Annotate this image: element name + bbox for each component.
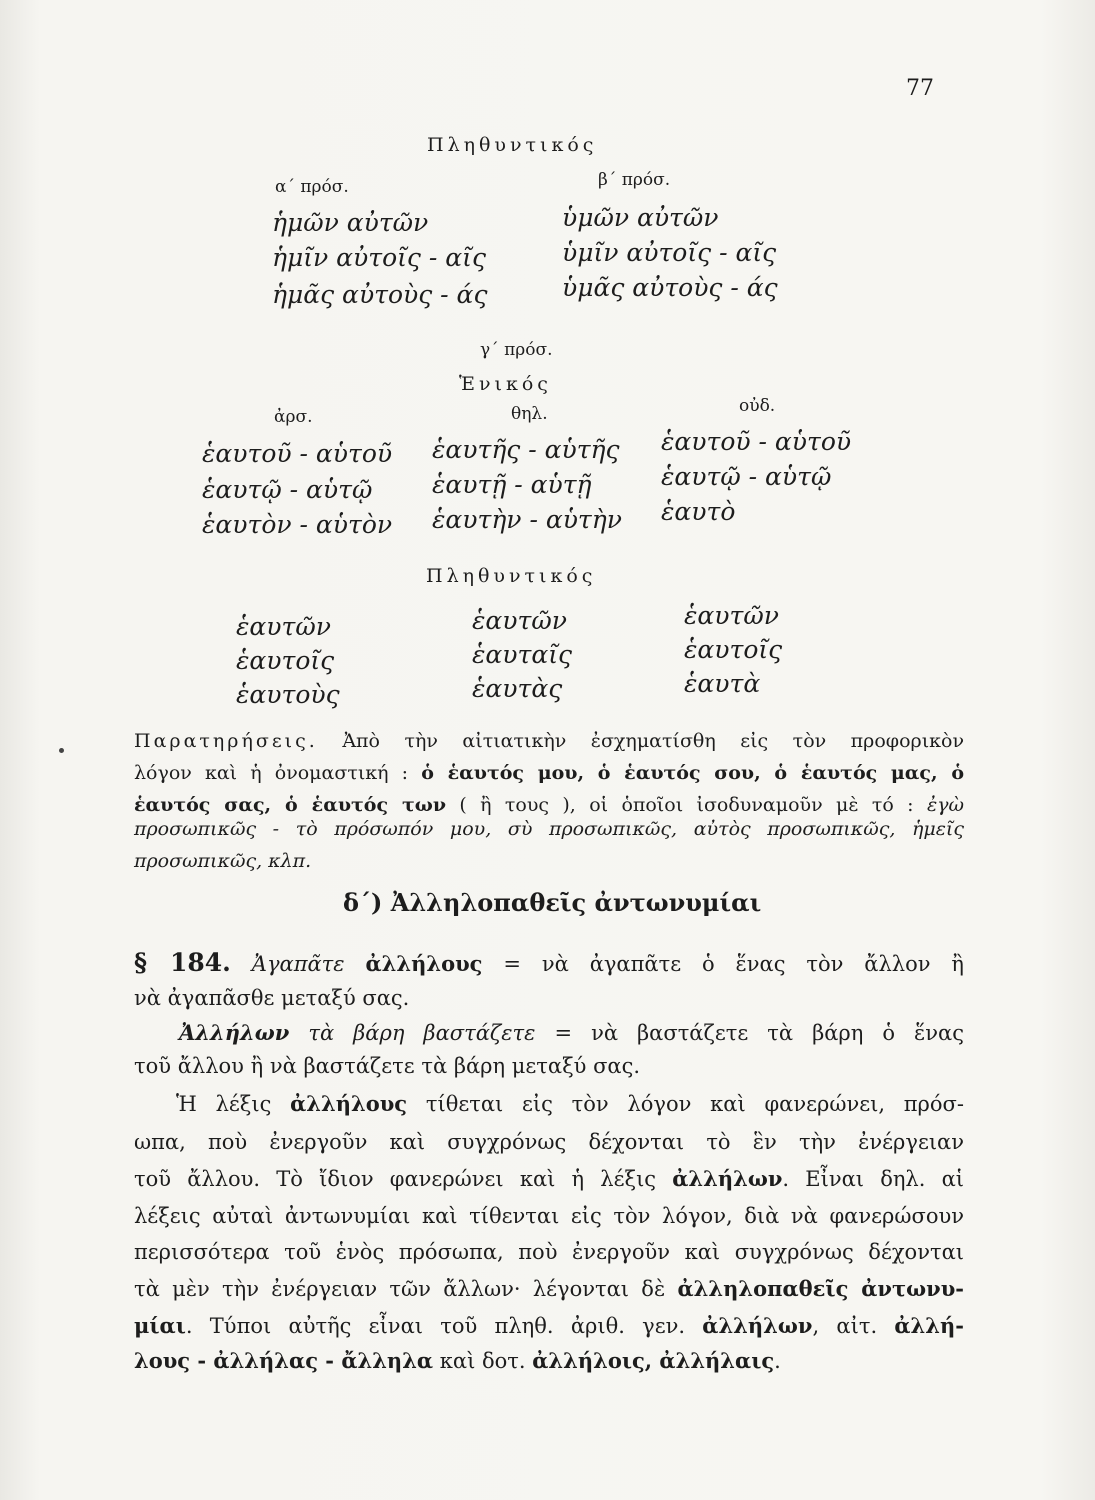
plur-masc-dat: ἑαυτοῖς bbox=[236, 646, 335, 675]
example-1-line-2: νὰ ἀγαπᾶσθε μεταξύ σας. bbox=[134, 986, 410, 1010]
body-line-8-d: . bbox=[774, 1349, 781, 1373]
sing-fem-dat: ἑαυτῇ - αὑτῇ bbox=[432, 470, 592, 499]
remarks-label: Παρατηρήσεις. bbox=[134, 730, 318, 752]
margin-dot bbox=[59, 748, 64, 753]
label-third-person: γ΄ πρόσ. bbox=[480, 340, 553, 360]
example-1-line-1 bbox=[134, 948, 964, 979]
label-masculine: ἀρσ. bbox=[274, 407, 313, 427]
form-2-gen: ὑμῶν αὐτῶν bbox=[562, 203, 719, 232]
body-line-8 bbox=[134, 1346, 964, 1376]
body-line-7 bbox=[134, 1311, 964, 1341]
plur-fem-gen: ἑαυτῶν bbox=[472, 606, 567, 635]
heading-plural-2: Πληθυντικός bbox=[426, 565, 597, 587]
body-line-1-a: Ἡ λέξις bbox=[176, 1092, 272, 1116]
body-line-3 bbox=[134, 1164, 964, 1194]
sing-neut-acc: ἑαυτὸ bbox=[661, 497, 736, 526]
example-1-italic: Ἀγαπᾶτε bbox=[251, 952, 345, 976]
sing-fem-gen: ἑαυτῆς - αὑτῆς bbox=[432, 435, 620, 464]
example-1-bold: ἀλλήλους bbox=[365, 951, 483, 976]
form-1-acc: ἡμᾶς αὐτοὺς - άς bbox=[272, 280, 488, 309]
plur-neut-acc: ἑαυτὰ bbox=[684, 669, 761, 698]
body-line-8-b: καὶ δοτ. bbox=[439, 1349, 526, 1373]
sing-masc-acc: ἑαυτὸν - αὑτὸν bbox=[202, 510, 393, 539]
body-line-8-c: ἀλλήλοις, ἀλλήλαις bbox=[532, 1348, 775, 1373]
sing-masc-dat: ἑαυτῷ - αὑτῷ bbox=[202, 475, 373, 504]
example-1-rest: = νὰ ἀγαπᾶτε ὁ ἕνας τὸν ἄλλον ἢ bbox=[503, 952, 964, 976]
body-line-6-a: τὰ μὲν τὴν ἐνέργειαν τῶν ἄλλων· λέγονται δὲ bbox=[134, 1277, 666, 1301]
sing-masc-gen: ἑαυτοῦ - αὑτοῦ bbox=[202, 439, 393, 468]
plur-fem-acc: ἑαυτὰς bbox=[472, 674, 563, 703]
body-line-6-bold: ἀλληλοπαθεῖς ἀντωνυ- bbox=[677, 1276, 964, 1301]
body-line-3-bold: ἀλλήλων bbox=[672, 1166, 783, 1191]
body-line-1-bold: ἀλλήλους bbox=[290, 1091, 408, 1116]
form-2-dat: ὑμῖν αὐτοῖς - αῖς bbox=[562, 238, 777, 267]
remarks-line-2 bbox=[134, 760, 964, 786]
body-line-7-e: ἀλλή- bbox=[894, 1313, 964, 1338]
heading-singular: Ἑνικός bbox=[459, 373, 552, 395]
label-first-person: α΄ πρόσ. bbox=[275, 177, 349, 197]
remarks-line-3-italic: ἐγὼ bbox=[926, 794, 964, 816]
paragraph-number: § 184. bbox=[134, 948, 231, 977]
example-2-italic: τὰ βάρη βαστάζετε bbox=[308, 1021, 536, 1045]
remarks-line-3 bbox=[134, 792, 964, 818]
plur-neut-dat: ἑαυτοῖς bbox=[684, 635, 783, 664]
body-line-7-a: μίαι bbox=[134, 1313, 186, 1338]
example-2-line-1 bbox=[134, 1018, 964, 1048]
form-1-gen: ἡμῶν αὐτῶν bbox=[272, 208, 429, 237]
remarks-line-2-bold: ὁ ἑαυτός μου, ὁ ἑαυτός σου, ὁ ἑαυτός μας, ὁ bbox=[421, 762, 964, 784]
example-2-bold: Ἀλλήλων bbox=[179, 1020, 290, 1045]
body-line-2: ωπα, ποὺ ἐνεργοῦν καὶ συγχρόνως δέχονται τὸ ἓν τὴν ἐνέργειαν bbox=[134, 1130, 964, 1154]
body-line-8-a: λους - ἀλλήλας - ἄλληλα bbox=[134, 1348, 434, 1373]
form-1-dat: ἡμῖν αὐτοῖς - αῖς bbox=[272, 243, 486, 272]
sing-neut-dat: ἑαυτῷ - αὑτῷ bbox=[661, 462, 832, 491]
sing-neut-gen: ἑαυτοῦ - αὑτοῦ bbox=[661, 427, 852, 456]
section-title: δ΄) Ἀλληλοπαθεῖς ἀντωνυμίαι bbox=[343, 888, 762, 917]
label-neuter: οὐδ. bbox=[739, 396, 776, 416]
plur-neut-gen: ἑαυτῶν bbox=[684, 601, 779, 630]
body-line-7-b: . Τύποι αὐτῆς εἶναι τοῦ πληθ. ἀριθ. γεν. bbox=[185, 1314, 686, 1338]
page-number: 77 bbox=[906, 76, 934, 101]
plur-fem-dat: ἑαυταῖς bbox=[472, 640, 573, 669]
remarks-line-3-text: ( ἢ τους ), οἱ ὁποῖοι ἰσοδυναμοῦν μὲ τό : bbox=[459, 794, 914, 816]
remarks-line-2-text: λόγον καὶ ἡ ὀνομαστική : bbox=[134, 762, 409, 784]
body-line-3-c: . Εἶναι δηλ. αἱ bbox=[782, 1167, 964, 1191]
remarks-line-4: προσωπικῶς - τὸ πρόσωπόν μου, σὺ προσωπικῶς, αὐτὸς προσωπικῶς, ἡμεῖς bbox=[134, 818, 964, 840]
body-line-7-d: , αἰτ. bbox=[812, 1314, 878, 1338]
sing-fem-acc: ἑαυτὴν - αὑτὴν bbox=[432, 505, 622, 534]
plur-masc-acc: ἑαυτοὺς bbox=[236, 680, 340, 709]
form-2-acc: ὑμᾶς αὐτοὺς - άς bbox=[562, 273, 778, 302]
remarks-line-1-text: Ἀπὸ τὴν αἰτιατικὴν ἐσχηματίσθη εἰς τὸν προφορικὸν bbox=[342, 730, 965, 752]
body-line-3-a: τοῦ ἄλλου. Τὸ ἴδιον φανερώνει καὶ ἡ λέξις bbox=[134, 1167, 657, 1191]
body-line-6 bbox=[134, 1274, 964, 1304]
body-line-1 bbox=[134, 1089, 964, 1119]
body-line-7-c: ἀλλήλων bbox=[702, 1313, 813, 1338]
body-line-5: περισσότερα τοῦ ἑνὸς πρόσωπα, ποὺ ἐνεργοῦν καὶ συγχρόνως δέχονται bbox=[134, 1240, 964, 1264]
plur-masc-gen: ἑαυτῶν bbox=[236, 612, 331, 641]
heading-plural-1: Πληθυντικός bbox=[427, 134, 598, 156]
body-line-1-c: τίθεται εἰς τὸν λόγον καὶ φανερώνει, πρόσ- bbox=[425, 1092, 964, 1116]
remarks-line-5: προσωπικῶς, κλπ. bbox=[134, 850, 312, 872]
label-feminine: θηλ. bbox=[511, 404, 548, 424]
example-2-line-2: τοῦ ἄλλου ἢ νὰ βαστάζετε τὰ βάρη μεταξύ σας. bbox=[134, 1054, 641, 1078]
remarks-line-1 bbox=[134, 728, 964, 754]
label-second-person: β΄ πρόσ. bbox=[598, 170, 671, 190]
example-2-rest: = νὰ βαστάζετε τὰ βάρη ὁ ἕνας bbox=[554, 1021, 964, 1045]
body-line-4: λέξεις αὐταὶ ἀντωνυμίαι καὶ τίθενται εἰς τὸν λόγον, διὰ νὰ φανερώσουν bbox=[134, 1204, 964, 1228]
remarks-line-3-bold: ἑαυτός σας, ὁ ἑαυτός των bbox=[134, 794, 447, 816]
